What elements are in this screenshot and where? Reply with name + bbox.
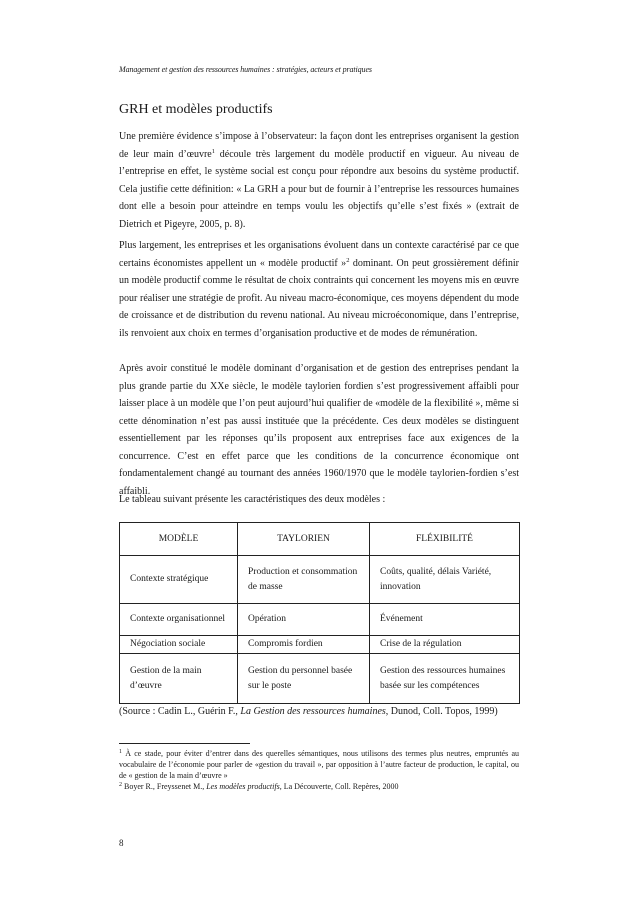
source-title: La Gestion des ressources humaines <box>240 706 386 717</box>
footnote-2-suffix: , La Découverte, Coll. Repères, 2000 <box>279 782 399 791</box>
source-suffix: , Dunod, Coll. Topos, 1999) <box>385 706 498 717</box>
section-title: GRH et modèles productifs <box>119 102 273 117</box>
footnote-2-mark: 2 <box>119 782 122 788</box>
table-cell: Gestion des ressources humaines basée sur les compétences <box>370 654 520 704</box>
table-header-cell: TAYLORIEN <box>238 523 370 556</box>
table-cell: Gestion du personnel basée sur le poste <box>238 654 370 704</box>
table-cell: Compromis fordien <box>238 636 370 654</box>
table-header-cell: MODÈLE <box>120 523 238 556</box>
footnote-divider <box>119 743 250 744</box>
table-cell: Crise de la régulation <box>370 636 520 654</box>
table-row <box>120 604 520 636</box>
paragraph-2-text-b: dominant. On peut grossièrement définir un modèle productif comme le résultat de choix contraints qui concernent les moyens mis en œuvre pour réaliser une stratégie de profit. Au niveau macro-économique, ces moyens dépendent du mode de croissance et de distribution du revenu national. Au niveau microéconomique, dans l’entreprise, ils renvoient aux choix en termes d’organisation productive et de modes de rémunération. <box>119 257 519 339</box>
table-cell: Gestion de la main d’œuvre <box>120 654 238 704</box>
paragraph-3: Après avoir constitué le modèle dominant d’organisation et de gestion des entreprises pendant la plus grande partie du XXe siècle, le modèle taylorien fordien s’est progressivement affaibli pour laisser place à un modèle que l’on peut aujourd’hui qualifier de «modèle de la flexibilité », même si cette dénomination n’est pas aussi instituée que la précédente. Ces deux modèles se distinguent essentiellement par les réponses qu’ils proposent aux entreprises face aux exigences de la concurrence. C’est en effet parce que les conditions de la concurrence économique ont fondamentalement changé au tournant des années 1960/1970 que le modèle taylorien-fordien s’est affaibli. <box>119 363 519 497</box>
footnote-1 <box>119 748 519 781</box>
table-row <box>120 556 520 604</box>
table-row <box>120 654 520 704</box>
table-cell: Contexte organisationnel <box>120 604 238 636</box>
paragraph-2-text-a: Plus largement, les entreprises et les organisations évoluent dans un contexte caractérisé par ce que certains économistes appellent un « modèle productif » <box>119 240 519 269</box>
footnote-1-text: À ce stade, pour éviter d’entrer dans des querelles sémantiques, nous utilisons des termes plus neutres, empruntés au vocabulaire de l’économie pour parler de «gestion du travail », par opposition à l’autre facteur de production, le capital, ou de « gestion de la main d’œuvre » <box>119 749 519 780</box>
table-cell: Coûts, qualité, délais Variété, innovation <box>370 556 520 604</box>
footnote-2-title: Les modèles productifs <box>206 782 280 791</box>
source-prefix: (Source : Cadin L., Guérin F., <box>119 706 241 717</box>
page-number: 8 <box>119 838 124 848</box>
paragraph-4: Le tableau suivant présente les caractéristiques des deux modèles : <box>119 494 386 505</box>
paragraph-1-text-b: découle très largement du modèle productif en vigueur. Au niveau de l’entreprise en effet, le système social est conçu pour répondre aux besoins du système productif. Cela justifie cette définition: « La GRH a pour but de fournir à l’entreprise les ressources humaines dont elle a besoin pour atteindre en temps voulu les objectifs qu’elle s’est fixés » (extrait de Dietrich et Pigeyre, 2005, p. 8). <box>119 148 519 230</box>
table-header-row <box>120 523 520 556</box>
footnote-2 <box>119 781 519 792</box>
paragraph-2 <box>119 237 519 342</box>
running-header: Management et gestion des ressources humaines : stratégies, acteurs et pratiques <box>119 65 372 74</box>
footnote-1-mark: 1 <box>119 749 122 755</box>
models-comparison-table <box>119 522 520 704</box>
table-row <box>120 636 520 654</box>
footnote-2-prefix: Boyer R., Freyssenet M., <box>122 782 207 791</box>
table-cell: Opération <box>238 604 370 636</box>
table-cell: Production et consommation de masse <box>238 556 370 604</box>
table-header-cell: FLÉXIBILITÉ <box>370 523 520 556</box>
table-cell: Contexte stratégique <box>120 556 238 604</box>
table-source <box>119 703 519 721</box>
paragraph-1-text-a: Une première évidence s’impose à l’observateur: la façon dont les entreprises organisent la gestion de leur main d’œuvre <box>119 131 519 160</box>
footnote-ref-2[interactable]: 2 <box>346 256 350 264</box>
paragraph-1 <box>119 128 519 233</box>
footnote-ref-1[interactable]: 1 <box>211 147 215 155</box>
table-cell: Négociation sociale <box>120 636 238 654</box>
table-cell: Événement <box>370 604 520 636</box>
